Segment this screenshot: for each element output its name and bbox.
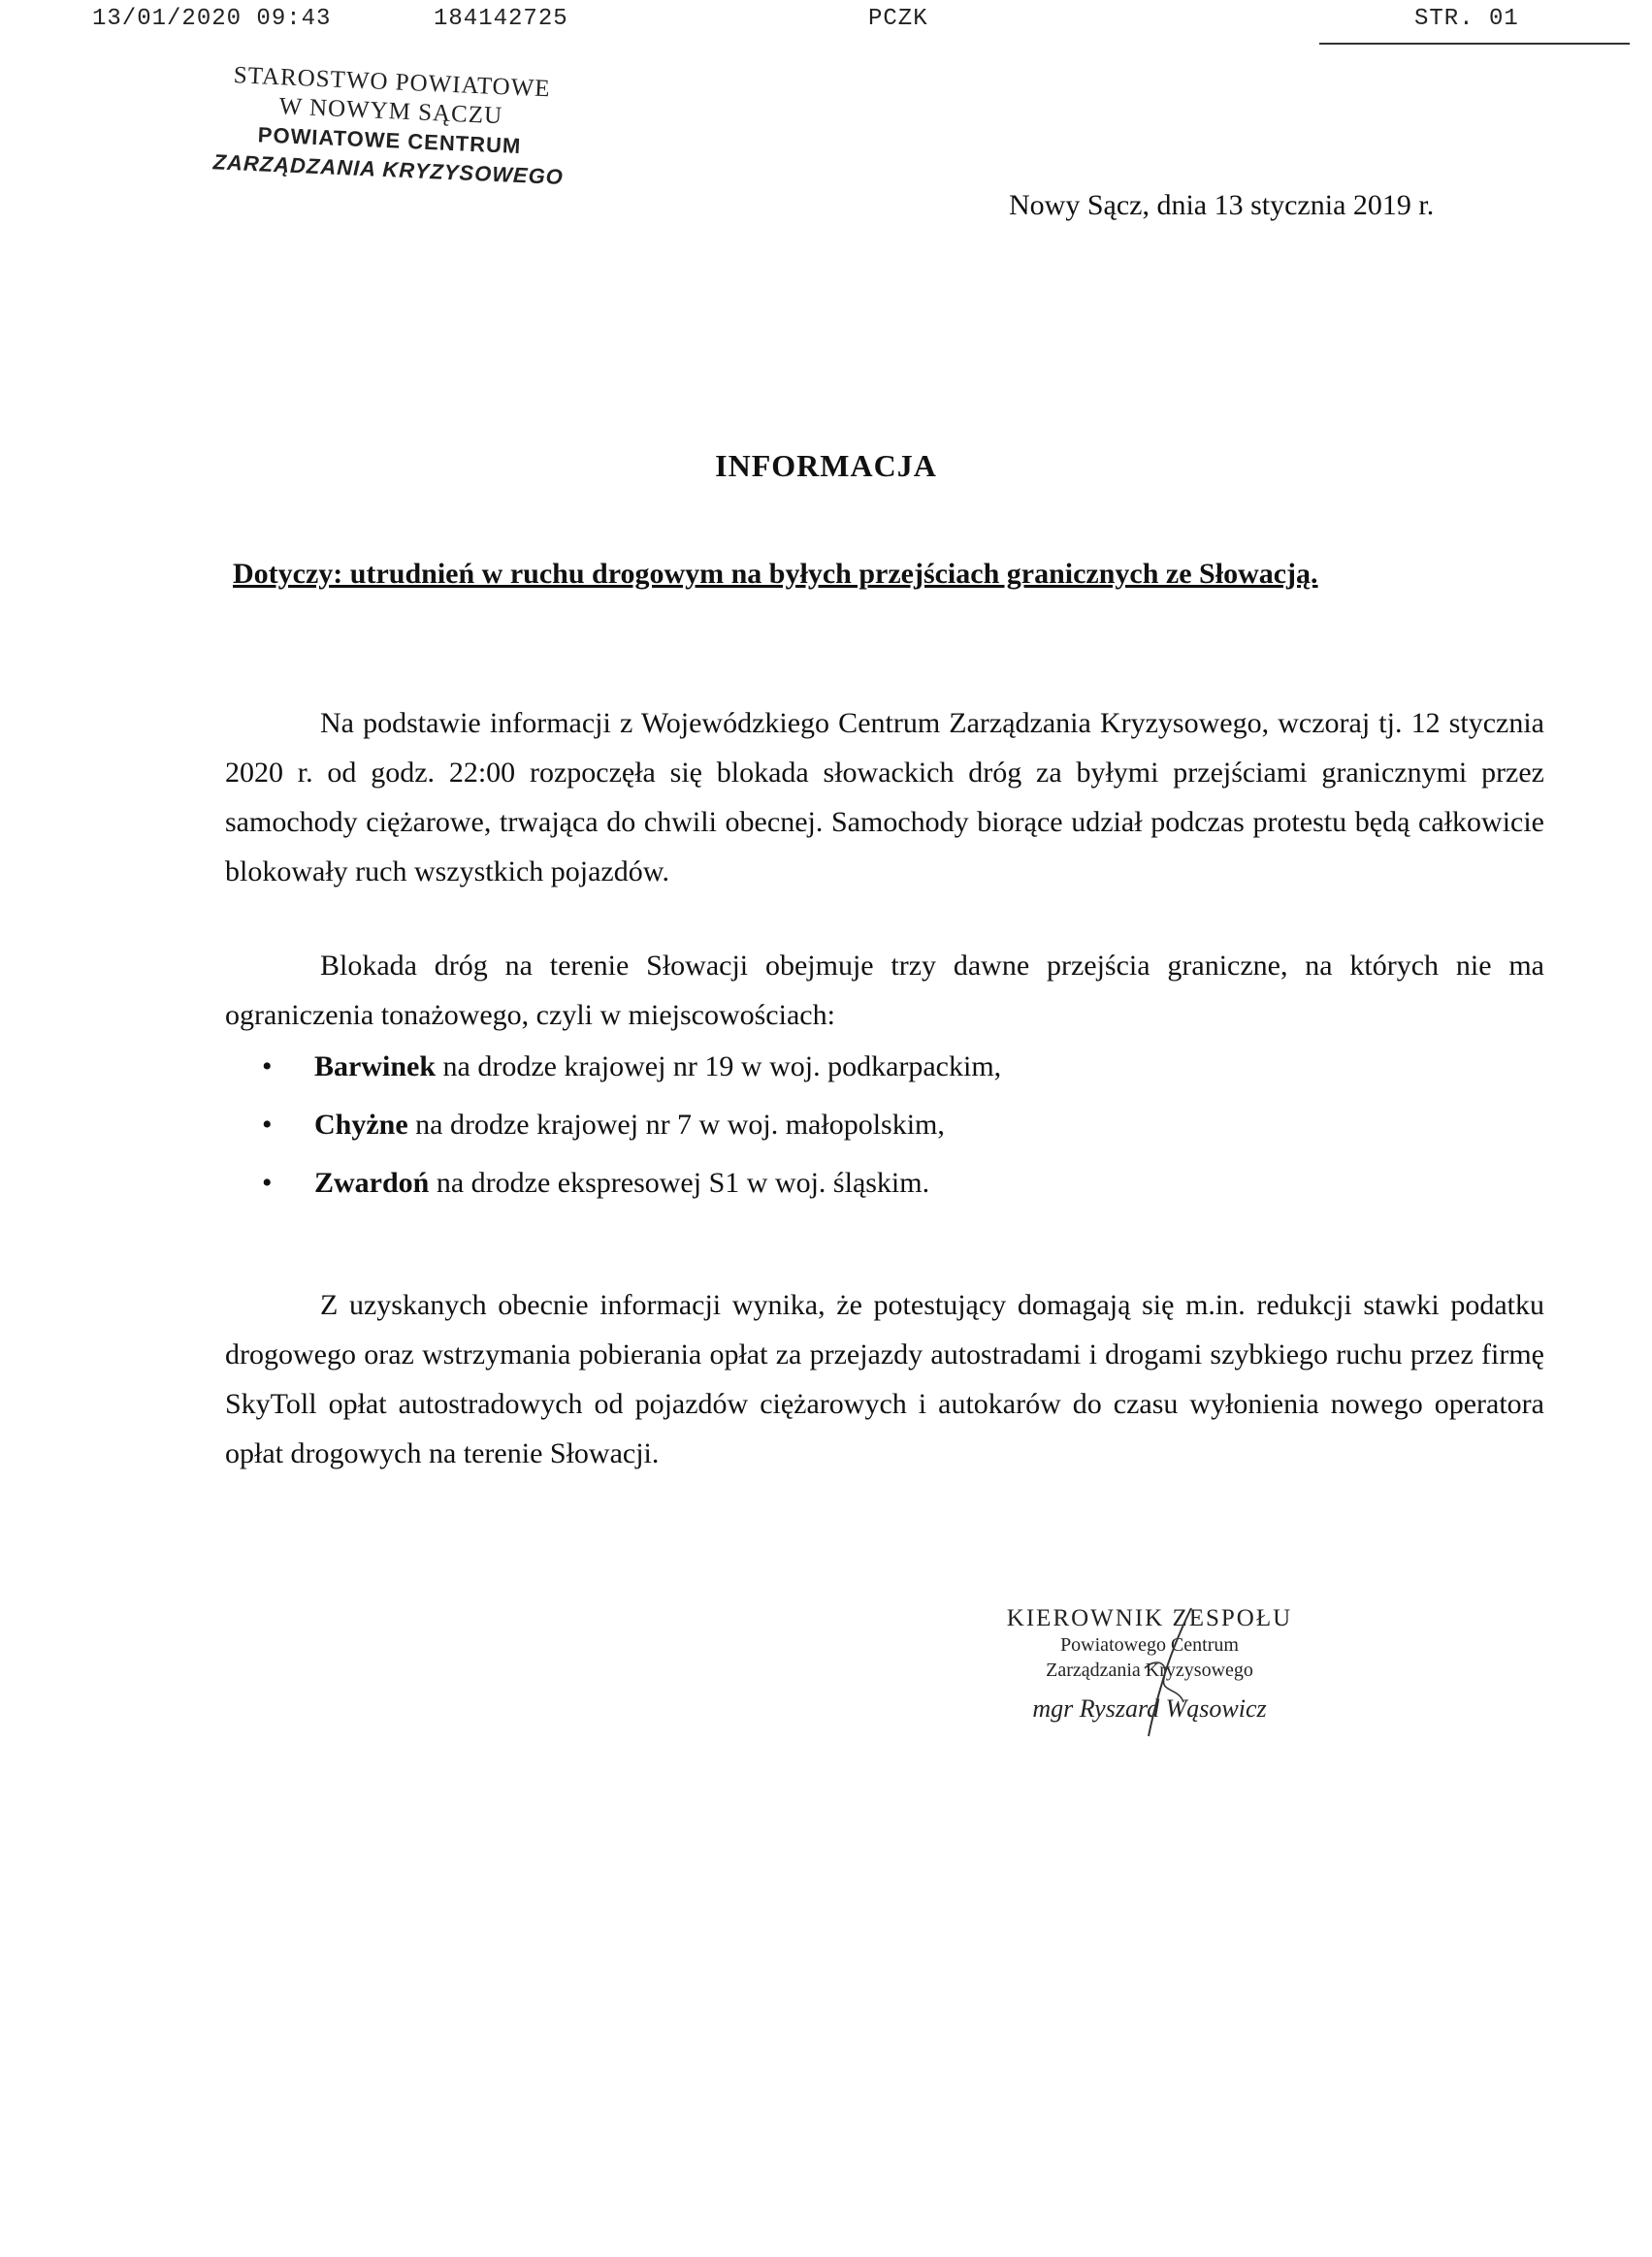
signature-name: mgr Ryszard Wąsowicz: [1032, 1694, 1267, 1723]
list-item: [262, 1096, 1001, 1154]
crossing-detail: na drodze ekspresowej S1 w woj. śląskim.: [429, 1167, 930, 1199]
handwritten-signature-icon: [1135, 1600, 1203, 1746]
office-stamp: [204, 60, 577, 192]
stamp-line-1: STAROSTWO POWIATOWE: [233, 62, 552, 103]
paragraph-2: Blokada dróg na terenie Słowacji obejmuje trzy dawne przejścia graniczne, na których nie ma ograniczenia tonażowego, czyli w miejscowościach:: [225, 950, 1544, 1031]
crossing-name: Chyżne: [314, 1109, 408, 1141]
fax-sender: PCZK: [868, 6, 928, 32]
bullet-icon: •: [262, 1109, 273, 1141]
fax-rule: [1319, 43, 1630, 45]
list-item: [262, 1038, 1001, 1096]
stamp-line-2: W NOWYM SĄCZU: [278, 93, 503, 130]
place-date: Nowy Sącz, dnia 13 stycznia 2019 r.: [1009, 189, 1435, 221]
document-subject: Dotyczy: utrudnień w ruchu drogowym na byłych przejściach granicznych ze Słowacją.: [233, 558, 1318, 590]
crossings-list: [262, 1038, 1001, 1212]
bullet-icon: •: [262, 1050, 273, 1082]
signature-unit-line-2: Zarządzania Kryzysowego: [1046, 1660, 1253, 1681]
crossing-detail: na drodze krajowej nr 19 w woj. podkarpackim,: [436, 1050, 1002, 1082]
fax-number: 184142725: [434, 6, 568, 32]
signature-position: KIEROWNIK ZESPOŁU: [1006, 1605, 1293, 1631]
stamp-line-3: POWIATOWE CENTRUM: [257, 122, 522, 159]
fax-page: STR. 01: [1414, 6, 1519, 32]
bullet-icon: •: [262, 1167, 273, 1199]
crossing-name: Barwinek: [314, 1050, 437, 1082]
list-item: [262, 1154, 1001, 1212]
crossing-name: Zwardoń: [314, 1167, 430, 1199]
crossing-detail: na drodze krajowej nr 7 w woj. małopolskim,: [407, 1109, 945, 1141]
paragraph-3: Z uzyskanych obecnie informacji wynika, że potestujący domagają się m.in. redukcji stawki podatku drogowego oraz wstrzymania pobierania opłat za przejazdy autostradami i drogami szybkiego ruchu przez firmę SkyToll opłat autostradowych od pojazdów ciężarowych i autokarów do czasu wyłonienia nowego operatora opłat drogowych na terenie Słowacji.: [225, 1289, 1544, 1469]
stamp-line-4: ZARZĄDZANIA KRYZYSOWEGO: [212, 149, 565, 190]
document-title: INFORMACJA: [715, 448, 937, 483]
signature-unit-line-1: Powiatowego Centrum: [1060, 1634, 1239, 1656]
fax-datetime: 13/01/2020 09:43: [92, 6, 332, 32]
paragraph-1: Na podstawie informacji z Wojewódzkiego Centrum Zarządzania Kryzysowego, wczoraj tj. 12 stycznia 2020 r. od godz. 22:00 rozpoczęła się blokada słowackich dróg za byłymi przejściami granicznymi przez samochody ciężarowe, trwająca do chwili obecnej. Samochody biorące udział podczas protestu będą całkowicie blokowały ruch wszystkich pojazdów.: [225, 707, 1544, 887]
